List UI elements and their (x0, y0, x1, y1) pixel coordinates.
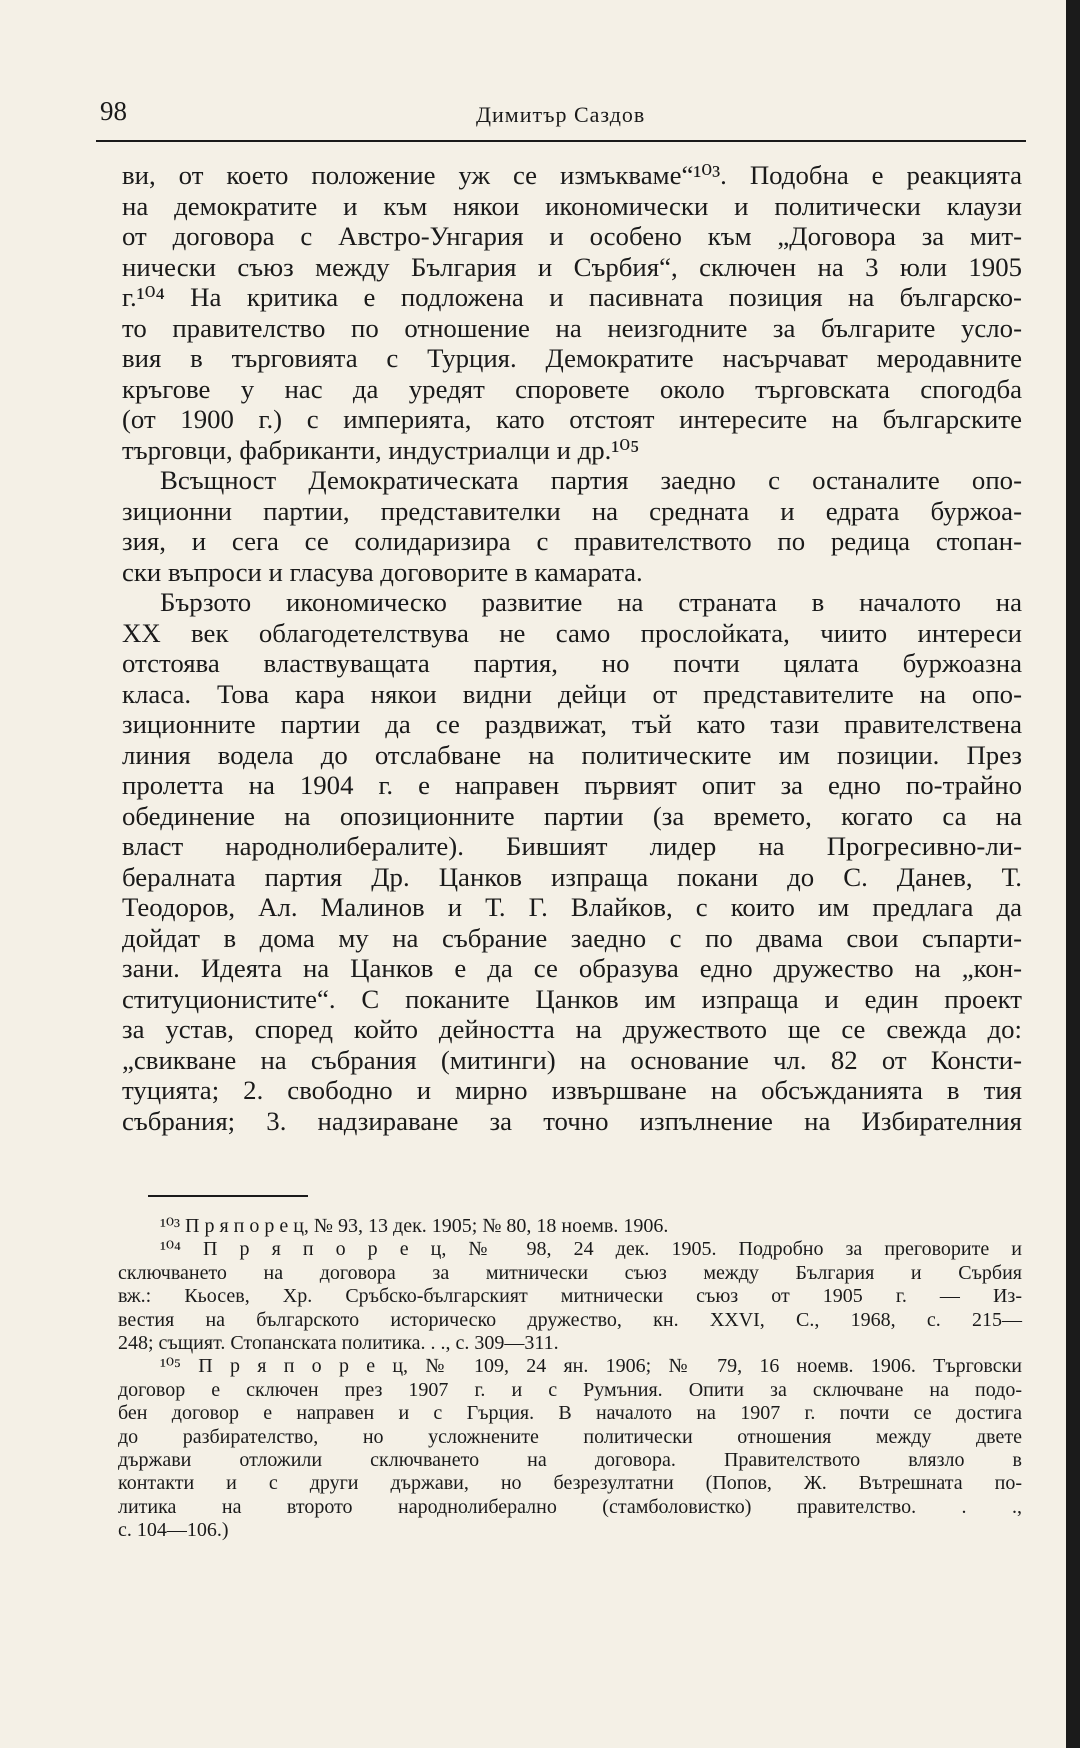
text-line: събрания; 3. надзираване за точно изпълнение на Избирателния (122, 1105, 1022, 1136)
footnotes (118, 1215, 1022, 1543)
text-line: нически съюз между България и Сърбия“, сключен на 3 юли 1905 (122, 251, 1022, 282)
text-line: търговци, фабриканти, индустриалци и др.¹⁰⁵ (122, 434, 640, 465)
footnote-104 (118, 1238, 1022, 1355)
text-line: Теодоров, Ал. Малинов и Т. Г. Влайков, с които им предлага да (122, 892, 1022, 922)
footnote-line: 248; същият. Стопанската политика. . ., с. 309—311. (118, 1332, 559, 1355)
text-line: бералната партия Др. Цанков изпраща покани до С. Данев, Т. (122, 861, 1022, 892)
text-line: „свикване на събрания (митинги) на основание чл. 82 от Консти- (122, 1044, 1022, 1075)
footnote-line: до разбирателство, но усложнените политически отношения между двете (118, 1425, 1022, 1448)
text-line: зиционни партии, представителки на средната и едрата буржоа- (122, 495, 1022, 526)
text-line: зани. Идеята на Цанков е да се образува едно дружество на „кон- (122, 953, 1022, 983)
footnote-line: литика на второто народнолиберално (стамболовистко) правителство. . ., (118, 1495, 1022, 1518)
page-number: 98 (100, 96, 127, 126)
text-line: г.¹⁰⁴ На критика е подложена и пасивната позиция на българско- (122, 282, 1022, 312)
text-line: (от 1900 г.) с империята, като отстоят интересите на българските (122, 404, 1022, 434)
footnote-line: ¹⁰⁴ П р я п о р е ц, № 98, 24 дек. 1905. Подробно за преговорите и (160, 1238, 1022, 1261)
running-title: Димитър Саздов (476, 102, 646, 127)
footnote-line: сключването на договора за митнически съюз между България и Сърбия (118, 1261, 1022, 1284)
text-line: то правителство по отношение на неизгодните за българите усло- (122, 312, 1022, 343)
footnote-rule (148, 1195, 308, 1197)
footnote-line: с. 104—106.) (118, 1519, 229, 1542)
text-line: вия в търговията с Турция. Демократите насърчават меродавните (122, 343, 1022, 373)
paragraph-3 (122, 587, 1022, 1136)
text-line: власт народнолибералите). Бившият лидер на Прогресивно-ли- (122, 831, 1022, 861)
text-line: от договора с Австро-Унгария и особено към „Договора за мит- (122, 221, 1022, 251)
text-line: ви, от което положение уж се измъкваме“¹⁰³. Подобна е реакцията (122, 160, 1022, 190)
text-line: на демократите и към някои икономически и политически клаузи (122, 190, 1022, 221)
text-line: Бързото икономическо развитие на страната в началото на (160, 587, 1022, 617)
footnote-line: ¹⁰⁵ П р я п о р е ц, № 109, 24 ян. 1906; № 79, 16 ноемв. 1906. Търговски (160, 1355, 1022, 1378)
page-edge-shadow (1066, 0, 1080, 1748)
text-line: ски въпроси и гласува договорите в камарата. (122, 556, 643, 587)
footnote-line: контакти и с други държави, но безрезултатни (Попов, Ж. Вътрешната по- (118, 1472, 1022, 1495)
paragraph-1 (122, 160, 1022, 465)
header-rule (96, 140, 1026, 142)
footnote-105 (118, 1355, 1022, 1542)
footnote-line: ¹⁰³ П р я п о р е ц, № 93, 13 дек. 1905; № 80, 18 ноемв. 1906. (160, 1215, 669, 1237)
footnote-line: договор е сключен през 1907 г. и с Румъния. Опити за сключване на подо- (118, 1378, 1022, 1401)
text-line: XX век облагодетелствува не само прослойката, чиито интереси (122, 617, 1022, 648)
text-line: обединение на опозиционните партии (за времето, когато са на (122, 800, 1022, 831)
text-line: дойдат в дома му на събрание заедно с по двама свои съпарти- (122, 922, 1022, 953)
text-line: пролетта на 1904 г. е направен първият опит за едно по-трайно (122, 770, 1022, 800)
footnote-line: вестия на българското историческо дружество, кн. XXVI, С., 1968, с. 215— (118, 1308, 1022, 1331)
text-line: за устав, според който дейността на дружеството ще се свежда до: (122, 1014, 1022, 1044)
text-line: класа. Това кара някои видни дейци от представителите на опо- (122, 678, 1022, 709)
main-text (122, 160, 1022, 1136)
text-line: линия водела до отслабване на политическите им позиции. През (122, 739, 1022, 770)
text-line: туцията; 2. свободно и мирно извършване на обсъжданията в тия (122, 1075, 1022, 1105)
paragraph-2 (122, 465, 1022, 587)
text-line: ституционистите“. С поканите Цанков им изпраща и един проект (122, 983, 1022, 1014)
text-line: зия, и сега се солидаризира с правителството по редица стопан- (122, 526, 1022, 556)
footnote-line: държави отложили сключването на договора. Правителството влязло в (118, 1449, 1022, 1472)
page-header (96, 96, 1026, 136)
footnote-103 (118, 1215, 1022, 1238)
text-line: зиционните партии да се раздвижат, тъй като тази правителствена (122, 709, 1022, 739)
text-line: кръгове у нас да уредят споровете около търговската спогодба (122, 373, 1022, 404)
text-line: отстоява властвуващата партия, но почти цялата буржоазна (122, 648, 1022, 678)
text-line: Всъщност Демократическата партия заедно с останалите опо- (160, 465, 1022, 495)
footnote-line: бен договор е направен и с Гърция. В началото на 1907 г. почти се достига (118, 1402, 1022, 1425)
footnote-line: вж.: Кьосев, Хр. Сръбско-българският митнически съюз от 1905 г. — Из- (118, 1285, 1022, 1308)
